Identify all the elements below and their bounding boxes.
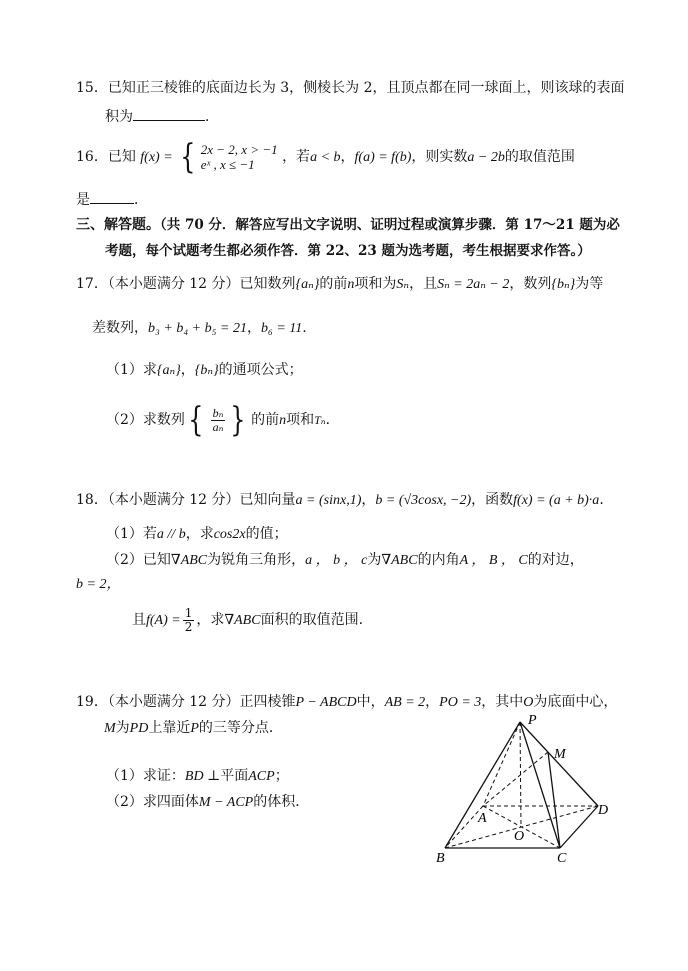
q17-p1-an: {aₙ} — [156, 363, 181, 378]
label-D: D — [598, 803, 609, 818]
q17-text-e: ，数列 — [509, 276, 552, 292]
q17-bn: {bₙ} — [551, 277, 576, 292]
q19-pyramid: P − ABCD — [295, 695, 357, 710]
q16-eq: f(a) = f(b) — [354, 150, 412, 165]
q18-number: 18． — [76, 492, 108, 508]
q18-p3-text-a: 且 — [132, 612, 146, 628]
segment-MC — [548, 752, 560, 848]
q19-M: M — [104, 721, 116, 736]
q17-p1-bn: {bₙ} — [194, 363, 219, 378]
q19-text-f: 上靠近 — [148, 720, 191, 736]
q18-p3-fraction — [183, 607, 195, 634]
q19-text-e: 为 — [115, 720, 130, 736]
q19-p1-expr: BD ⊥ — [184, 769, 221, 784]
q18-vec-b: b = (√3cosx, −2) — [375, 493, 472, 508]
q19-ab: AB = 2 — [384, 695, 426, 710]
q16-line1 — [76, 137, 575, 177]
q18-p2-text-a: （2）已知 — [106, 552, 171, 568]
q19-p2-text-b: 的体积． — [253, 794, 310, 810]
q17-line1 — [76, 274, 603, 295]
q16-cases — [201, 142, 278, 172]
q19-p2-text-a: （2）求四面体 — [106, 794, 199, 810]
q18-end: . — [599, 492, 604, 508]
q17-p1-sep: ， — [180, 362, 195, 378]
q17-p2-denominator: aₙ — [212, 419, 224, 434]
q18-p3-text-b: ，求 — [196, 612, 225, 628]
q16-answer-blank — [90, 189, 134, 204]
pyramid-figure — [430, 710, 620, 870]
q17-text-g: 差数列， — [92, 320, 148, 336]
q19-number: 19． — [76, 694, 108, 710]
q18-p1-text-a: （1）若 — [106, 526, 157, 542]
q19-text-g: 的三等分点． — [198, 720, 283, 736]
q15-line2 — [105, 106, 219, 127]
section3-desc2: 考题，每个试题考生都必须作答．第 22、23 题为选考题，考生根据要求作答。） — [105, 243, 591, 259]
label-B: B — [436, 851, 445, 866]
q18-p3-tri: ∇ABC — [224, 613, 261, 628]
q17-line2-end: . — [302, 320, 307, 336]
section3-desc1: （共 70 分．解答应写出文字说明、证明过程或演算步骤．第 17～21 题为必 — [160, 217, 620, 233]
q16-cond1: ，若 — [282, 149, 311, 165]
q17-part2 — [106, 400, 340, 441]
edge-PA — [483, 722, 520, 806]
q17-p2-text-b: 的前 — [251, 412, 280, 428]
q17-text-f: 为等 — [575, 276, 604, 292]
q16-tail: 的取值范围 — [504, 149, 575, 165]
q18-p1-text-b: ，求 — [185, 526, 214, 542]
q18-sep: ， — [361, 492, 376, 508]
q16-ineq: a < b — [310, 150, 341, 165]
q18-p2-angles: A ， B ， C — [459, 553, 528, 568]
q16-text: ，则实数 — [411, 149, 468, 165]
q17-eq3: b₆ = 11 — [260, 321, 303, 336]
q18-b-eq: b = 2， — [76, 577, 121, 592]
q17-p2-numerator: bₙ — [212, 405, 224, 420]
label-C: C — [557, 851, 567, 866]
q18-vec-a: a = (sinx,1) — [295, 493, 362, 508]
q15-number: 15． — [76, 80, 108, 96]
q15-end: ． — [205, 109, 219, 125]
q18-text-b: ，函数 — [471, 492, 514, 508]
q19-text-a: （本小题满分 12 分）正四棱锥 — [107, 694, 296, 710]
edge-PC — [520, 722, 560, 848]
section3-title: 三、解答题。 — [76, 217, 160, 233]
q16-line2 — [76, 189, 148, 210]
q17-text-b: 的前 — [319, 276, 348, 292]
q18-p1-text-c: 的值； — [245, 526, 288, 542]
q18-p2-text-e: 的对边， — [527, 552, 584, 568]
q17-p1-text-e: 的通项公式； — [218, 362, 303, 378]
q18-part1 — [106, 524, 288, 545]
q19-text-b: 中， — [356, 694, 385, 710]
q18-p1-parallel: a // b — [156, 527, 186, 542]
q19-p1-plane: ACP — [248, 769, 275, 784]
q17-p2-text-c: 项和 — [286, 412, 315, 428]
q19-P: P — [190, 721, 199, 736]
q17-p2-n: n — [279, 413, 287, 428]
q19-text-c: ，其中 — [481, 694, 524, 710]
q18-line1 — [76, 490, 604, 511]
q17-sep: ， — [246, 320, 261, 336]
q17-text-d: ，且 — [409, 276, 438, 292]
q19-line2 — [104, 718, 283, 739]
q19-p2-expr: M − ACP — [198, 795, 254, 810]
q18-p2-tri2: ∇ABC — [381, 553, 418, 568]
label-A: A — [478, 811, 487, 826]
q18-p3-numerator: 1 — [184, 605, 193, 620]
q18-part3 — [132, 602, 363, 639]
q18-p3-f: f(A) = — [146, 613, 181, 628]
q18-part2-b — [76, 574, 120, 595]
q18-p2-text-c: 为 — [367, 552, 382, 568]
q19-PD: PD — [129, 721, 149, 736]
section3-line2 — [105, 241, 591, 261]
q17-p2-text-a: （2）求数列 — [106, 412, 185, 428]
q17-n: n — [347, 277, 355, 292]
q16-fx: f(x) = — [140, 150, 173, 165]
section3-line1 — [76, 215, 620, 235]
q18-p2-text-b: 为锐角三角形， — [207, 552, 306, 568]
q19-text-d: 为底面中心， — [533, 694, 618, 710]
label-P: P — [528, 713, 537, 728]
q18-p3-text-c: 面积的取值范围. — [260, 612, 364, 628]
q17-an: {aₙ} — [295, 277, 320, 292]
q15-answer-blank — [133, 106, 205, 121]
q19-p1-text-a: （1）求证： — [106, 768, 185, 784]
q15-text: 已知正三棱锥的底面边长为 3，侧棱长为 2，且顶点都在同一球面上，则该球的表面 — [107, 80, 625, 96]
q18-p1-expr: cos2x — [213, 527, 246, 542]
q16-pre: 已知 — [107, 149, 136, 165]
q16-case2: eˣ , x ≤ −1 — [200, 157, 255, 172]
q19-O: O — [523, 695, 534, 710]
q19-p1-text-b: 平面 — [220, 768, 249, 784]
q18-text-a: （本小题满分 12 分）已知向量 — [107, 492, 296, 508]
q18-p2-sides: a ， b ， c — [305, 553, 368, 568]
q18-func: f(x) = (a + b)·a — [513, 493, 600, 508]
q18-p2-tri: ∇ABC — [170, 553, 208, 568]
q16-end: ． — [134, 192, 148, 208]
edge-PD — [520, 722, 598, 806]
q18-p2-text-d: 的内角 — [417, 552, 460, 568]
q17-line2 — [92, 318, 307, 339]
label-M: M — [554, 747, 566, 762]
q16-sep: ， — [340, 149, 355, 165]
q17-p2-set — [185, 400, 251, 440]
q18-part2 — [106, 550, 584, 571]
q17-p2-end: ． — [325, 412, 340, 428]
q15-line1 — [76, 78, 625, 98]
q19-part1 — [106, 766, 289, 787]
q17-p2-brace-right: } — [230, 400, 246, 440]
q19-part2 — [106, 792, 309, 813]
q17-text-c: 项和为 — [354, 276, 397, 292]
q19-po: PO = 3 — [439, 695, 482, 710]
q16-piecewise — [177, 137, 278, 177]
q17-p1-text-a: （1）求 — [106, 362, 157, 378]
edge-CD — [560, 806, 598, 848]
q17-eq2: b₃ + b₄ + b₅ = 21 — [148, 321, 247, 336]
q19-p1-end: ； — [274, 768, 289, 784]
q15-text2: 积为 — [105, 109, 133, 125]
q17-p2-T: Tₙ — [314, 413, 326, 427]
q17-p2-brace-left: { — [188, 400, 204, 440]
q17-eq1: Sₙ = 2aₙ − 2 — [437, 277, 510, 292]
q16-line2-text: 是 — [76, 192, 90, 208]
q17-text-a: （本小题满分 12 分）已知数列 — [107, 276, 296, 292]
q17-Sn: Sₙ — [396, 277, 410, 292]
q17-part1 — [106, 360, 303, 381]
q17-number: 17． — [76, 276, 108, 292]
q19-sep: ， — [425, 694, 440, 710]
q17-p2-fraction — [211, 407, 226, 434]
label-O: O — [514, 829, 525, 844]
q16-brace: { — [180, 137, 196, 177]
q18-p3-denominator: 2 — [184, 619, 193, 634]
q16-expr: a − 2b — [467, 150, 505, 165]
q16-case1: 2x − 2, x > −1 — [200, 142, 278, 157]
q16-number: 16． — [76, 149, 108, 165]
